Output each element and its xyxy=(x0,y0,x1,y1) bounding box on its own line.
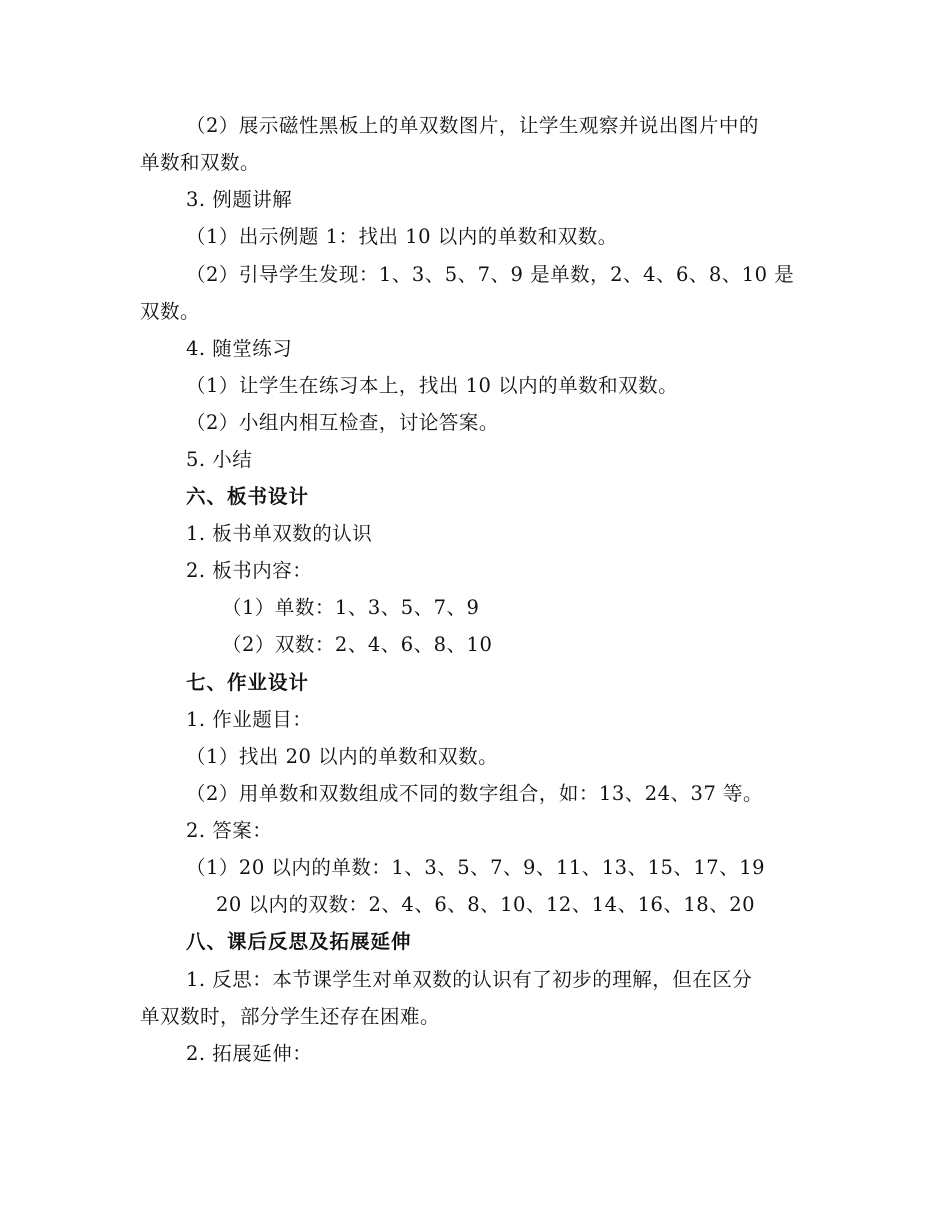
paragraph-line: 2. 答案： xyxy=(186,819,273,842)
section-heading-blackboard: 六、板书设计 xyxy=(186,485,310,508)
section-item-example: 3. 例题讲解 xyxy=(186,188,293,211)
paragraph-line: （1）找出 20 以内的单数和双数。 xyxy=(186,745,499,768)
section-item-summary: 5. 小结 xyxy=(186,448,253,471)
paragraph-line: （2）小组内相互检查，讨论答案。 xyxy=(186,411,499,434)
paragraph-line: 单数和双数。 xyxy=(140,151,261,174)
paragraph-line: 2. 板书内容： xyxy=(186,559,313,582)
paragraph-line: （2）展示磁性黑板上的单双数图片，让学生观察并说出图片中的 xyxy=(186,114,759,137)
paragraph-line: （2）用单数和双数组成不同的数字组合，如：13、24、37 等。 xyxy=(186,782,764,805)
paragraph-line: 1. 板书单双数的认识 xyxy=(186,522,373,545)
paragraph-line: 1. 反思：本节课学生对单双数的认识有了初步的理解，但在区分 xyxy=(186,968,753,991)
paragraph-line: （2）引导学生发现：1、3、5、7、9 是单数，2、4、6、8、10 是 xyxy=(186,263,795,286)
paragraph-line: 1. 作业题目： xyxy=(186,708,313,731)
paragraph-line: （1）让学生在练习本上，找出 10 以内的单数和双数。 xyxy=(186,374,679,397)
section-heading-homework: 七、作业设计 xyxy=(186,671,310,694)
paragraph-line: 单双数时，部分学生还存在困难。 xyxy=(140,1005,441,1028)
paragraph-line: （1）单数：1、3、5、7、9 xyxy=(222,596,480,619)
paragraph-line: （2）双数：2、4、6、8、10 xyxy=(222,633,493,656)
section-heading-reflection: 八、课后反思及拓展延伸 xyxy=(186,930,412,953)
paragraph-line: 20 以内的双数：2、4、6、8、10、12、14、16、18、20 xyxy=(216,893,756,916)
paragraph-line: （1）20 以内的单数：1、3、5、7、9、11、13、15、17、19 xyxy=(186,856,766,879)
section-item-practice: 4. 随堂练习 xyxy=(186,337,293,360)
paragraph-line: （1）出示例题 1：找出 10 以内的单数和双数。 xyxy=(186,225,618,248)
paragraph-line: 双数。 xyxy=(140,300,201,323)
paragraph-line: 2. 拓展延伸： xyxy=(186,1042,313,1065)
